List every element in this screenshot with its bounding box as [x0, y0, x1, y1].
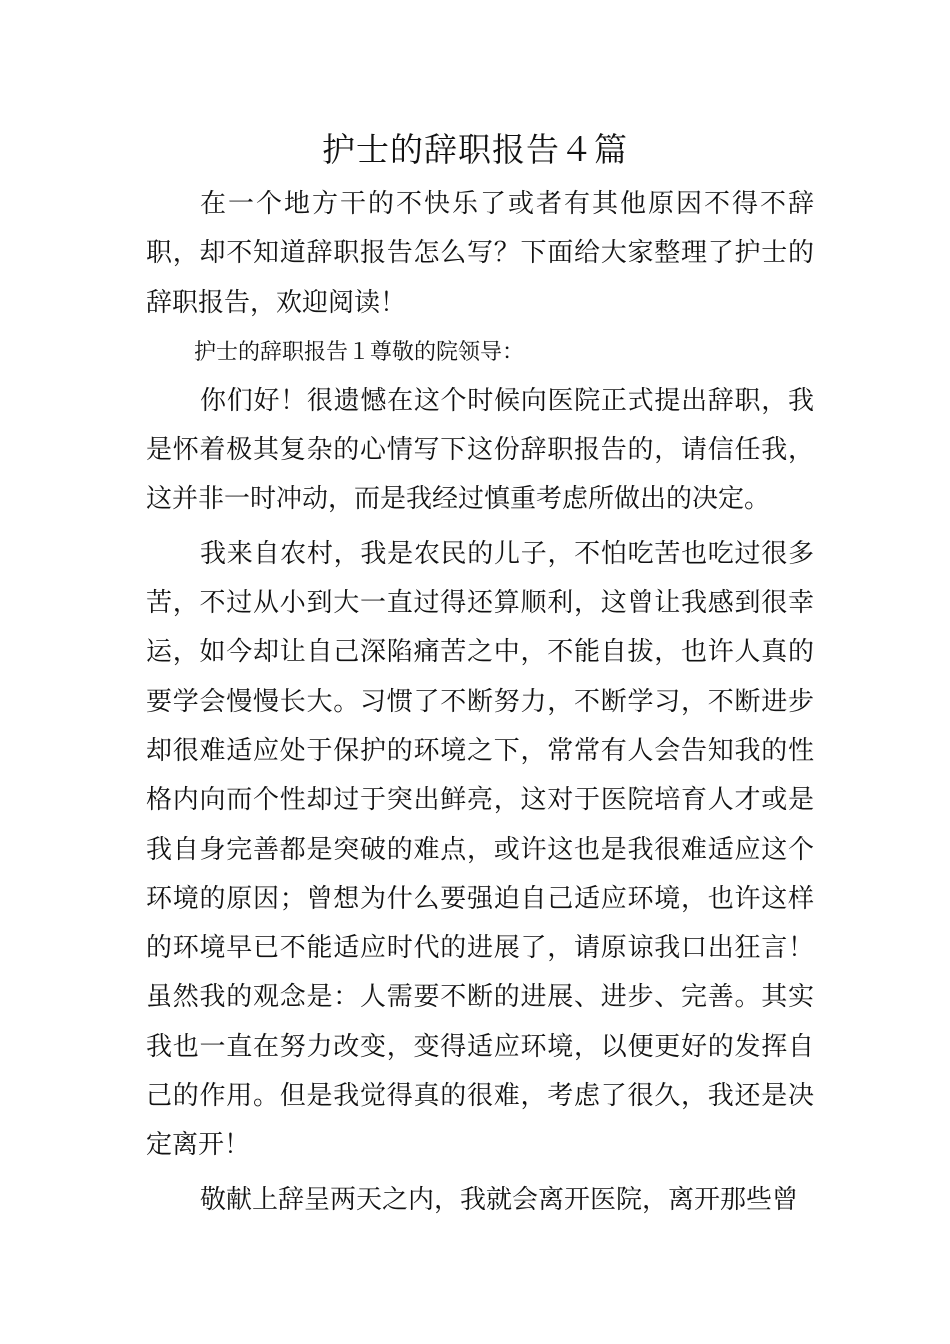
intro-paragraph: 在一个地方干的不快乐了或者有其他原因不得不辞职，却不知道辞职报告怎么写？下面给大家整理了护士的辞职报告，欢迎阅读！ [146, 189, 814, 318]
report-heading: 护士的辞职报告１尊敬的院领导： [194, 339, 525, 365]
closing-paragraph: 敬献上辞呈两天之内，我就会离开医院，离开那些曾 [200, 1184, 799, 1215]
body-paragraph: 我来自农村，我是农民的儿子，不怕吃苦也吃过很多苦，不过从小到大一直过得还算顺利，这曾让我感到很幸运，如今却让自己深陷痛苦之中，不能自拔，也许人真的要学会慢慢长大。习惯了不断努力，不断学习，不断进步却很难适应处于保护的环境之下，常常有人会告知我的性格内向而个性却过于突出鲜亮，这对于医院培育人才或是我自身完善都是突破的难点，或许这也是我很难适应这个环境的原因；曾想为什么要强迫自己适应环境，也许这样的环境早已不能适应时代的进展了，请原谅我口出狂言！虽然我的观念是：人需要不断的进展、进步、完善。其实我也一直在努力改变，变得适应环境，以便更好的发挥自己的作用。但是我觉得真的很难，考虑了很久，我还是决定离开！ [146, 538, 814, 1161]
document-title: 护士的辞职报告４篇 [322, 130, 628, 169]
document-body [146, 180, 814, 1225]
greeting-paragraph: 你们好！很遗憾在这个时候向医院正式提出辞职，我是怀着极其复杂的心情写下这份辞职报告的，请信任我，这并非一时冲动，而是我经过慎重考虑所做出的决定。 [146, 385, 814, 515]
